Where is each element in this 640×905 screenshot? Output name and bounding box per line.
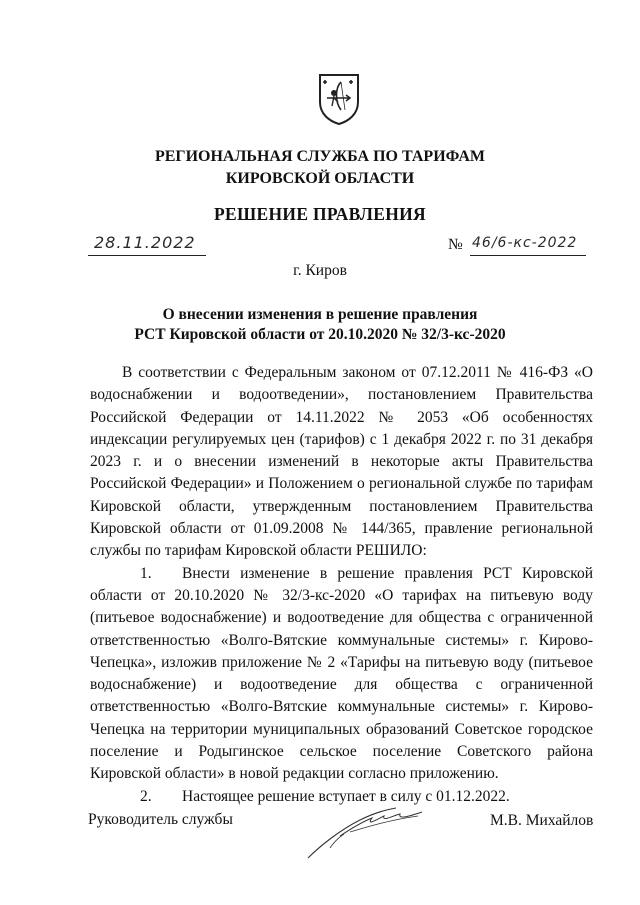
preamble-paragraph: В соответствии с Федеральным законом от 07.12.2011 № 416-ФЗ «О водоснабжении и водоотведении», постановлением Правительства Российской Федерации от 14.11.2022 № 2053 «Об особенностях индексации регулируемых цен (тарифов) с 1 декабря 2022 г. по 31 декабря 2023 г. и о внесении изменений в некоторые акты Правительства Российской Федерации» и Положением о региональной службе по тарифам Кировской области, утвержденным постановлением Правительства Кировской области от 01.09.2008 № 144/365, правление региональной службы по тарифам Кировской области РЕШИЛО: [90,364,593,560]
number-sign: № [448,236,463,253]
handwritten-date: 28.11.2022 [94,233,196,252]
subject-line-2: РСТ Кировской области от 20.10.2020 № 32/3-кс-2020 [134,326,506,343]
item-paragraph-1 [90,563,593,786]
number-field [448,232,588,256]
item-text-1: Внести изменение в решение правления РСТ Кировской области от 20.10.2020 № 32/3-кс-2020 «О тарифах на питьевую воду (питьевое водоснабжение) и водоотведение для общества с ограниченной ответственностью «Волго-Вятские коммунальные системы» г. Кирово-Чепецка», изложив приложение № 2 «Тарифы на питьевую воду (питьевое водоснабжение) и водоотведение для общества с ограниченной ответственностью «Волго-Вятские коммунальные системы» г. Кирово-Чепецка на территории муниципальных образований Советское городское поселение и Родыгинское сельское поселение Советского района Кировской области» в новой редакции согласно приложению. [90,564,593,783]
organization-line-1: РЕГИОНАЛЬНАЯ СЛУЖБА ПО ТАРИФАМ [154,148,486,165]
handwritten-signature [300,796,430,862]
item-number-1: 1. [140,564,152,582]
handwritten-number: 46/6-кс-2022 [472,235,578,251]
number-line [470,232,586,256]
signatory-name: М.В. Михайлов [490,812,594,829]
signatory-position: Руководитель службы [88,811,233,828]
item-number-2: 2. [140,787,152,805]
organization-line-2: КИРОВСКОЙ ОБЛАСТИ [225,170,415,187]
city: г. Киров [293,262,347,279]
item-text-2: Настоящее решение вступает в силу с 01.12.2022. [182,787,510,805]
document-body [90,362,593,808]
subject-line-1: О внесении изменения в решение правления [162,306,478,323]
document-type: РЕШЕНИЕ ПРАВЛЕНИЯ [214,204,426,224]
organization-name [0,146,640,190]
kirov-coat-of-arms-icon [317,72,361,126]
date-field [88,231,206,256]
subject-title [0,305,640,345]
